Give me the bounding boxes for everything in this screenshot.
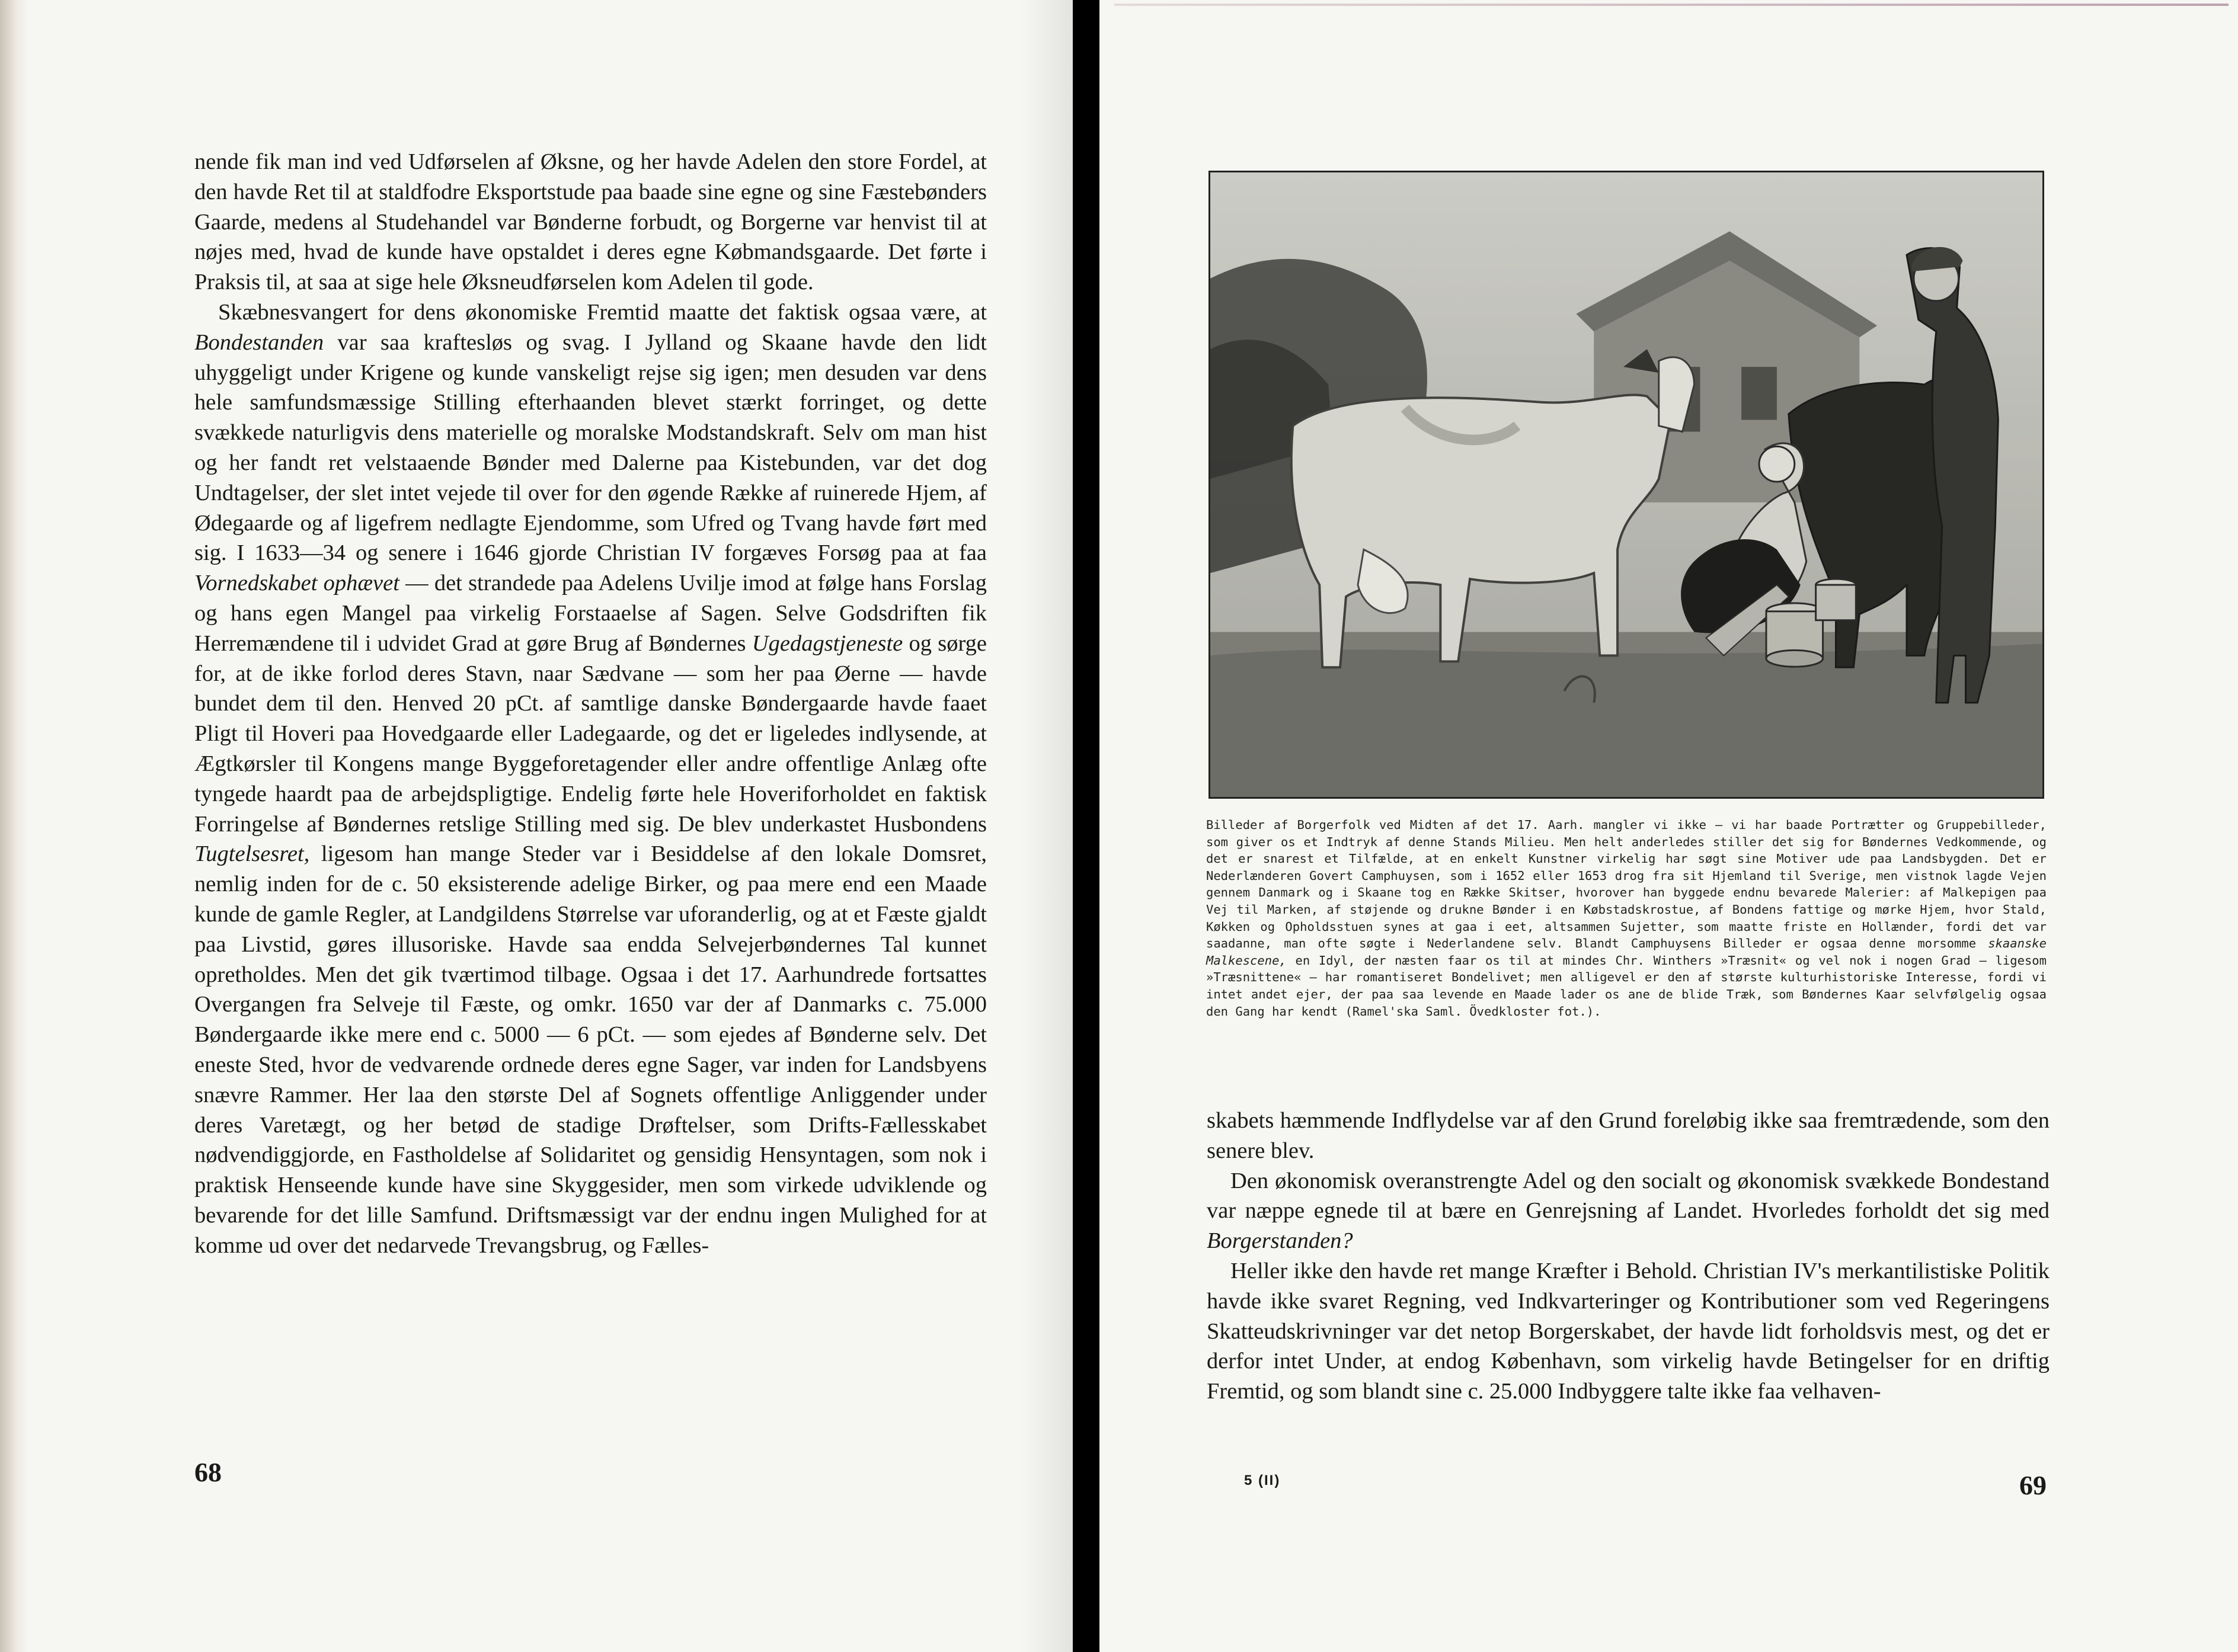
text-run: Skæbnesvangert for dens økonomiske Fremtid maatte det faktisk ogsaa være, at [218, 299, 987, 325]
paragraph [1207, 1256, 2050, 1407]
paragraph [1207, 1166, 2050, 1256]
italic-text: Ugedagstjeneste [752, 630, 903, 656]
page-number-left: 68 [194, 1457, 222, 1487]
text-run: — det strandede paa Adelens Uvilje imod at følge hans Forslag og hans egen Mangel paa virkelig Forstaaelse af Sagen. Selve Godsdriften fik Herremændene til i udvidet Grad at gøre Brug af Bøndernes [194, 571, 987, 656]
text-run: Heller ikke den havde ret mange Kræfter i Behold. Christian IV's merkantilistiske Politik havde ikke svaret Regning, ved Indkvarteringer og Kontributioner som ved Regeringens Skatteudskrivninger var det netop Borgerskabet, der havde lidt forholdsvis mest, og det er derfor intet Under, at endog København, som virkelig havde Betingelser for en driftig Fremtid, og som blandt sine c. 25.000 Indbyggere talte ikke faa velhaven- [1207, 1258, 2050, 1404]
figure-caption [1206, 817, 2047, 1020]
page-edge-shadow [0, 0, 28, 1652]
signature-mark: 5 (II) [1244, 1472, 1281, 1488]
painting-milkmaid-figure [1208, 171, 2044, 799]
left-page [0, 0, 1073, 1652]
paragraph [194, 297, 987, 1261]
text-run: Billeder af Borgerfolk ved Midten af det 17. Aarh. mangler vi ikke — vi har baade Portrætter og Gruppebilleder, som giver os et Indtryk af denne Stands Milieu. Men helt anderledes stiller det sig for Bøndernes Vedkommende, og det er snarest et Tilfælde, at en enkelt Kunstner virkelig har søgt sine Motiver ude paa Landsbygden. Det er Nederlænderen Govert Camphuysen, som i 1652 eller 1653 drog fra sit Hjemland til Sverige, men vistnok lagde Vejen gennem Danmark og i Skaane tog en Række Skitser, hvorover han byggede endnu bevarede Malerier: af Malkepigen paa Vej til Marken, af støjende og drukne Bønder i en Købstadskrostue, af Bondens fattige og mørke Hjem, hvor Stald, Køkken og Opholdsstuen synes at gaa i eet, altsammen Sujetter, som maatte friste en Hollænder, fordi det var saadanne, man ofte søgte i Nederlandene selv. Blandt Camphuysens Billeder er ogsaa denne morsomme [1206, 818, 2047, 951]
top-edge-stain [1114, 4, 2229, 6]
left-body-text [194, 147, 987, 1260]
text-run: en Idyl, der næsten faar os til at mindes Chr. Winthers »Træsnit« og vel nok i nogen Grad — ligesom »Træsnittene« — har romantiseret Bondelivet; men alligevel er den af største kulturhistoriske Interesse, fordi vi intet andet ejer, der paa saa levende en Maade lader os ane de blide Træk, som Bøndernes Kaar selvfølgelig ogsaa den Gang har kendt (Ramel'ska Saml. Övedkloster fot.). [1206, 953, 2047, 1019]
text-run: nende fik man ind ved Udførselen af Øksne, og her havde Adelen den store Fordel, at den havde Ret til at staldfodre Eksportstude paa baade sine egne og sine Fæstebønders Gaarde, medens al Studehandel var Bønderne forbudt, og Borgerne var henvist til at nøjes med, hvad de kunde have opstaldet i deres egne Købmandsgaarde. Det førte i Praksis til, at saa at sige hele Øksneudførselen kom Adelen til gode. [194, 149, 987, 295]
page-number-right: 69 [2019, 1470, 2047, 1500]
text-run: skabets hæmmende Indflydelse var af den Grund foreløbig ikke saa fremtrædende, som den senere blev. [1207, 1108, 2050, 1163]
gutter-shadow [1019, 0, 1073, 1652]
text-run: ligesom han mange Steder var i Besiddelse af den lokale Domsret, nemlig inden for de c. 50 eksisterende adelige Birker, og paa mere end een Maade kunde de gamle Regler, at Landgildens Størrelse var uforanderlig, og at et Fæste gjaldt paa Livstid, gøres illusoriske. Havde saa endda Selvejerbøndernes Tal kunnet opretholdes. Men det gik tværtimod tilbage. Ogsaa i det 17. Aarhundrede fortsattes Overgangen fra Selveje til Fæste, og omkr. 1650 var der af Danmarks c. 75.000 Bøndergaarde ikke mere end c. 5000 — 6 pCt. — som ejedes af Bønderne selv. Det eneste Sted, hvor de vedvarende ordnede deres egne Sager, var inden for Landsbyens snævre Rammer. Her laa den største Del af Sognets offentlige Anliggender under deres Varetægt, og her betød de stadige Drøftelser, som Drifts-Fællesskabet nødvendiggjorde, en Fastholdelse af Solidaritet og gensidig Hensyntagen, som nok i praktisk Henseende kunde have sine Skyggesider, men som virkede udviklende og bevarende for det lille Samfund. Driftsmæssigt var der endnu ingen Mulighed for at komme ud over det nedarvede Trevangsbrug, og Fælles- [194, 841, 987, 1258]
paragraph [1207, 1106, 2050, 1166]
right-body-text [1207, 1106, 2050, 1407]
italic-text: Bondestanden [194, 329, 324, 355]
italic-text: Tugtelsesret, [194, 841, 310, 867]
text-run: var saa kraftesløs og svag. I Jylland og Skaane havde den lidt uhyggeligt under Krigene og kunde vanskeligt rejse sig igen; men desuden var dens hele samfundsmæssige Stilling efterhaanden blevet stærkt forringet, og dette svækkede naturligvis dens materielle og moralske Modstandskraft. Selv om man hist og her fandt ret velstaaende Bønder med Dalerne paa Kistebunden, var det dog Undtagelser, der slet intet vejede til over for den øgende Række af ruinerede Hjem, af Ødegaarde og af ligefrem nedlagte Ejendomme, som Ufred og Tvang havde ført med sig. I 1633—34 og senere i 1646 gjorde Christian IV forgæves Forsøg paa at faa [194, 329, 987, 566]
italic-text: Borgerstanden? [1207, 1228, 1353, 1254]
text-run: og sørge for, at de ikke forlod deres Stavn, naar Sædvane — som her paa Øerne — havde bundet dem til den. Henved 20 pCt. af samtlige danske Bøndergaarde havde faaet Pligt til Hoveri paa Hovedgaarde eller Ladegaarde, og det er ligeledes indlysende, at Ægtkørsler til Kongens mange Byggeforetagender eller andre offentlige Anlæg ofte tyngede haardt paa de arbejdspligtige. Endelig førte hele Hoveriforholdet en faktisk Forringelse af Bøndernes retslige Stilling med sig. De blev underkastet Husbondens [194, 630, 987, 837]
text-run: Den økonomisk overanstrengte Adel og den socialt og økonomisk svækkede Bondestand var næppe egnede til at bære en Genrejsning af Landet. Hvorledes forholdt det sig med [1207, 1168, 2050, 1224]
painting-milkmaid-icon [1210, 172, 2042, 797]
italic-text: Vornedskabet ophævet [194, 571, 399, 596]
paragraph [194, 147, 987, 297]
italic-text: skaanske Malkescene, [1206, 936, 2047, 968]
